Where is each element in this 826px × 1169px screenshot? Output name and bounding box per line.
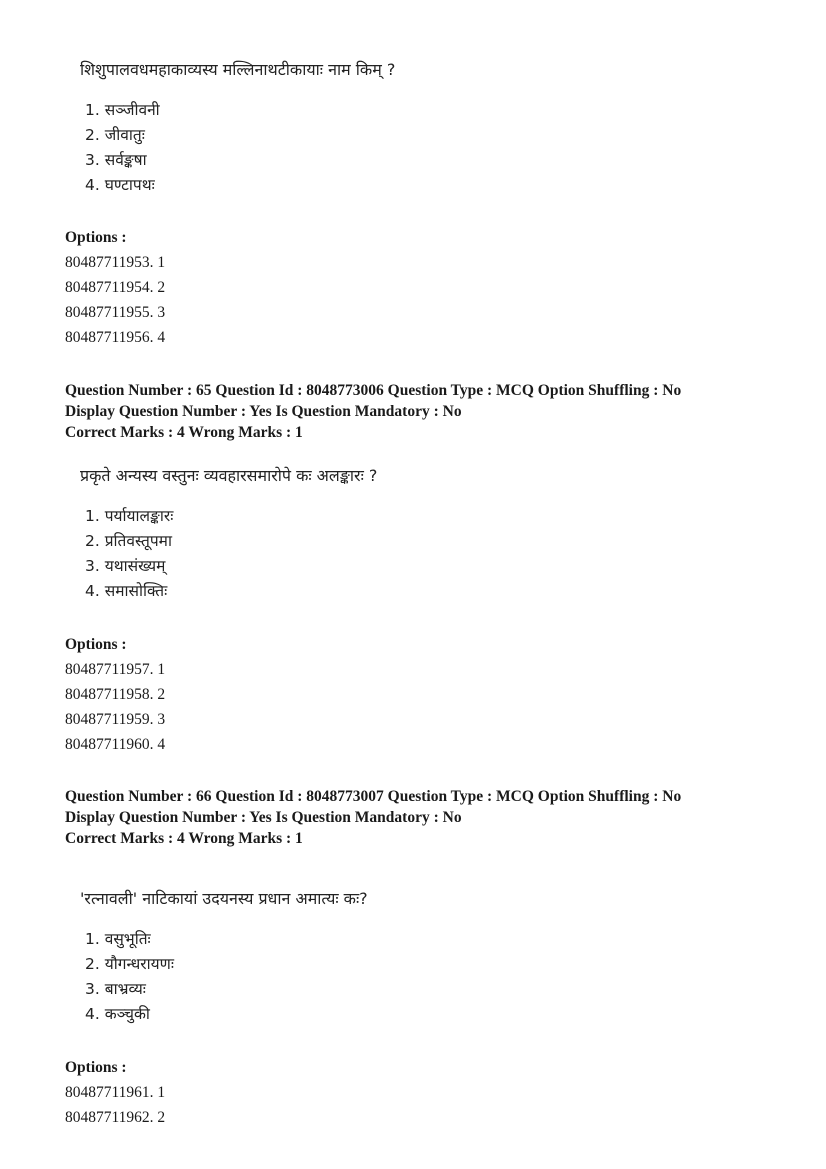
option-id-item: 80487711955. 3 [65, 304, 166, 321]
question-meta [65, 381, 681, 444]
option-id-item: 80487711953. 1 [65, 254, 166, 271]
option-id-list [65, 1080, 165, 1130]
option-id-item: 80487711961. 1 [65, 1084, 166, 1101]
options-label: Options : [65, 229, 127, 246]
meta-line: Correct Marks : 4 Wrong Marks : 1 [65, 830, 303, 847]
option-id-item: 80487711956. 4 [65, 329, 166, 346]
options-label: Options : [65, 636, 127, 653]
option-id-list [65, 250, 165, 350]
option-id-item: 80487711958. 2 [65, 686, 166, 703]
meta-line: Question Number : 65 Question Id : 8048773006 Question Type : MCQ Option Shuffling : No [65, 382, 682, 399]
option-id-item: 80487711959. 3 [65, 711, 166, 728]
choice-item: 3. यथासंख्यम् [85, 557, 166, 575]
choice-item: 4. घण्टापथः [85, 176, 155, 194]
options-label: Options : [65, 1059, 127, 1076]
choice-list [85, 98, 160, 198]
choice-item: 1. वसुभूतिः [85, 930, 151, 948]
choice-item: 2. जीवातुः [85, 126, 145, 144]
question-text: शिशुपालवधमहाकाव्यस्य मल्लिनाथटीकायाः नाम किम् ? [80, 60, 396, 79]
choice-item: 2. प्रतिवस्तूपमा [85, 532, 172, 550]
option-id-item: 80487711954. 2 [65, 279, 166, 296]
option-id-item: 80487711960. 4 [65, 736, 166, 753]
choice-item: 2. यौगन्धरायणः [85, 955, 174, 973]
choice-item: 4. कञ्चुकी [85, 1005, 150, 1023]
option-id-item: 80487711957. 1 [65, 661, 166, 678]
question-text: 'रत्नावली' नाटिकायां उदयनस्य प्रधान अमात्यः कः? [80, 889, 368, 908]
option-id-list [65, 657, 165, 757]
choice-list [85, 927, 174, 1027]
choice-item: 4. समासोक्तिः [85, 582, 168, 600]
meta-line: Question Number : 66 Question Id : 8048773007 Question Type : MCQ Option Shuffling : No [65, 788, 682, 805]
choice-item: 3. सर्वङ्कषा [85, 151, 147, 169]
choice-item: 3. बाभ्रव्यः [85, 980, 146, 998]
option-id-item: 80487711962. 2 [65, 1109, 166, 1126]
question-text: प्रकृते अन्यस्य वस्तुनः व्यवहारसमारोपे कः अलङ्कारः ? [80, 466, 378, 485]
choice-item: 1. सञ्जीवनी [85, 101, 160, 119]
choice-item: 1. पर्यायालङ्कारः [85, 507, 174, 525]
choice-list [85, 504, 173, 604]
meta-line: Correct Marks : 4 Wrong Marks : 1 [65, 424, 303, 441]
meta-line: Display Question Number : Yes Is Question Mandatory : No [65, 809, 462, 826]
meta-line: Display Question Number : Yes Is Question Mandatory : No [65, 403, 462, 420]
question-meta [65, 787, 681, 850]
